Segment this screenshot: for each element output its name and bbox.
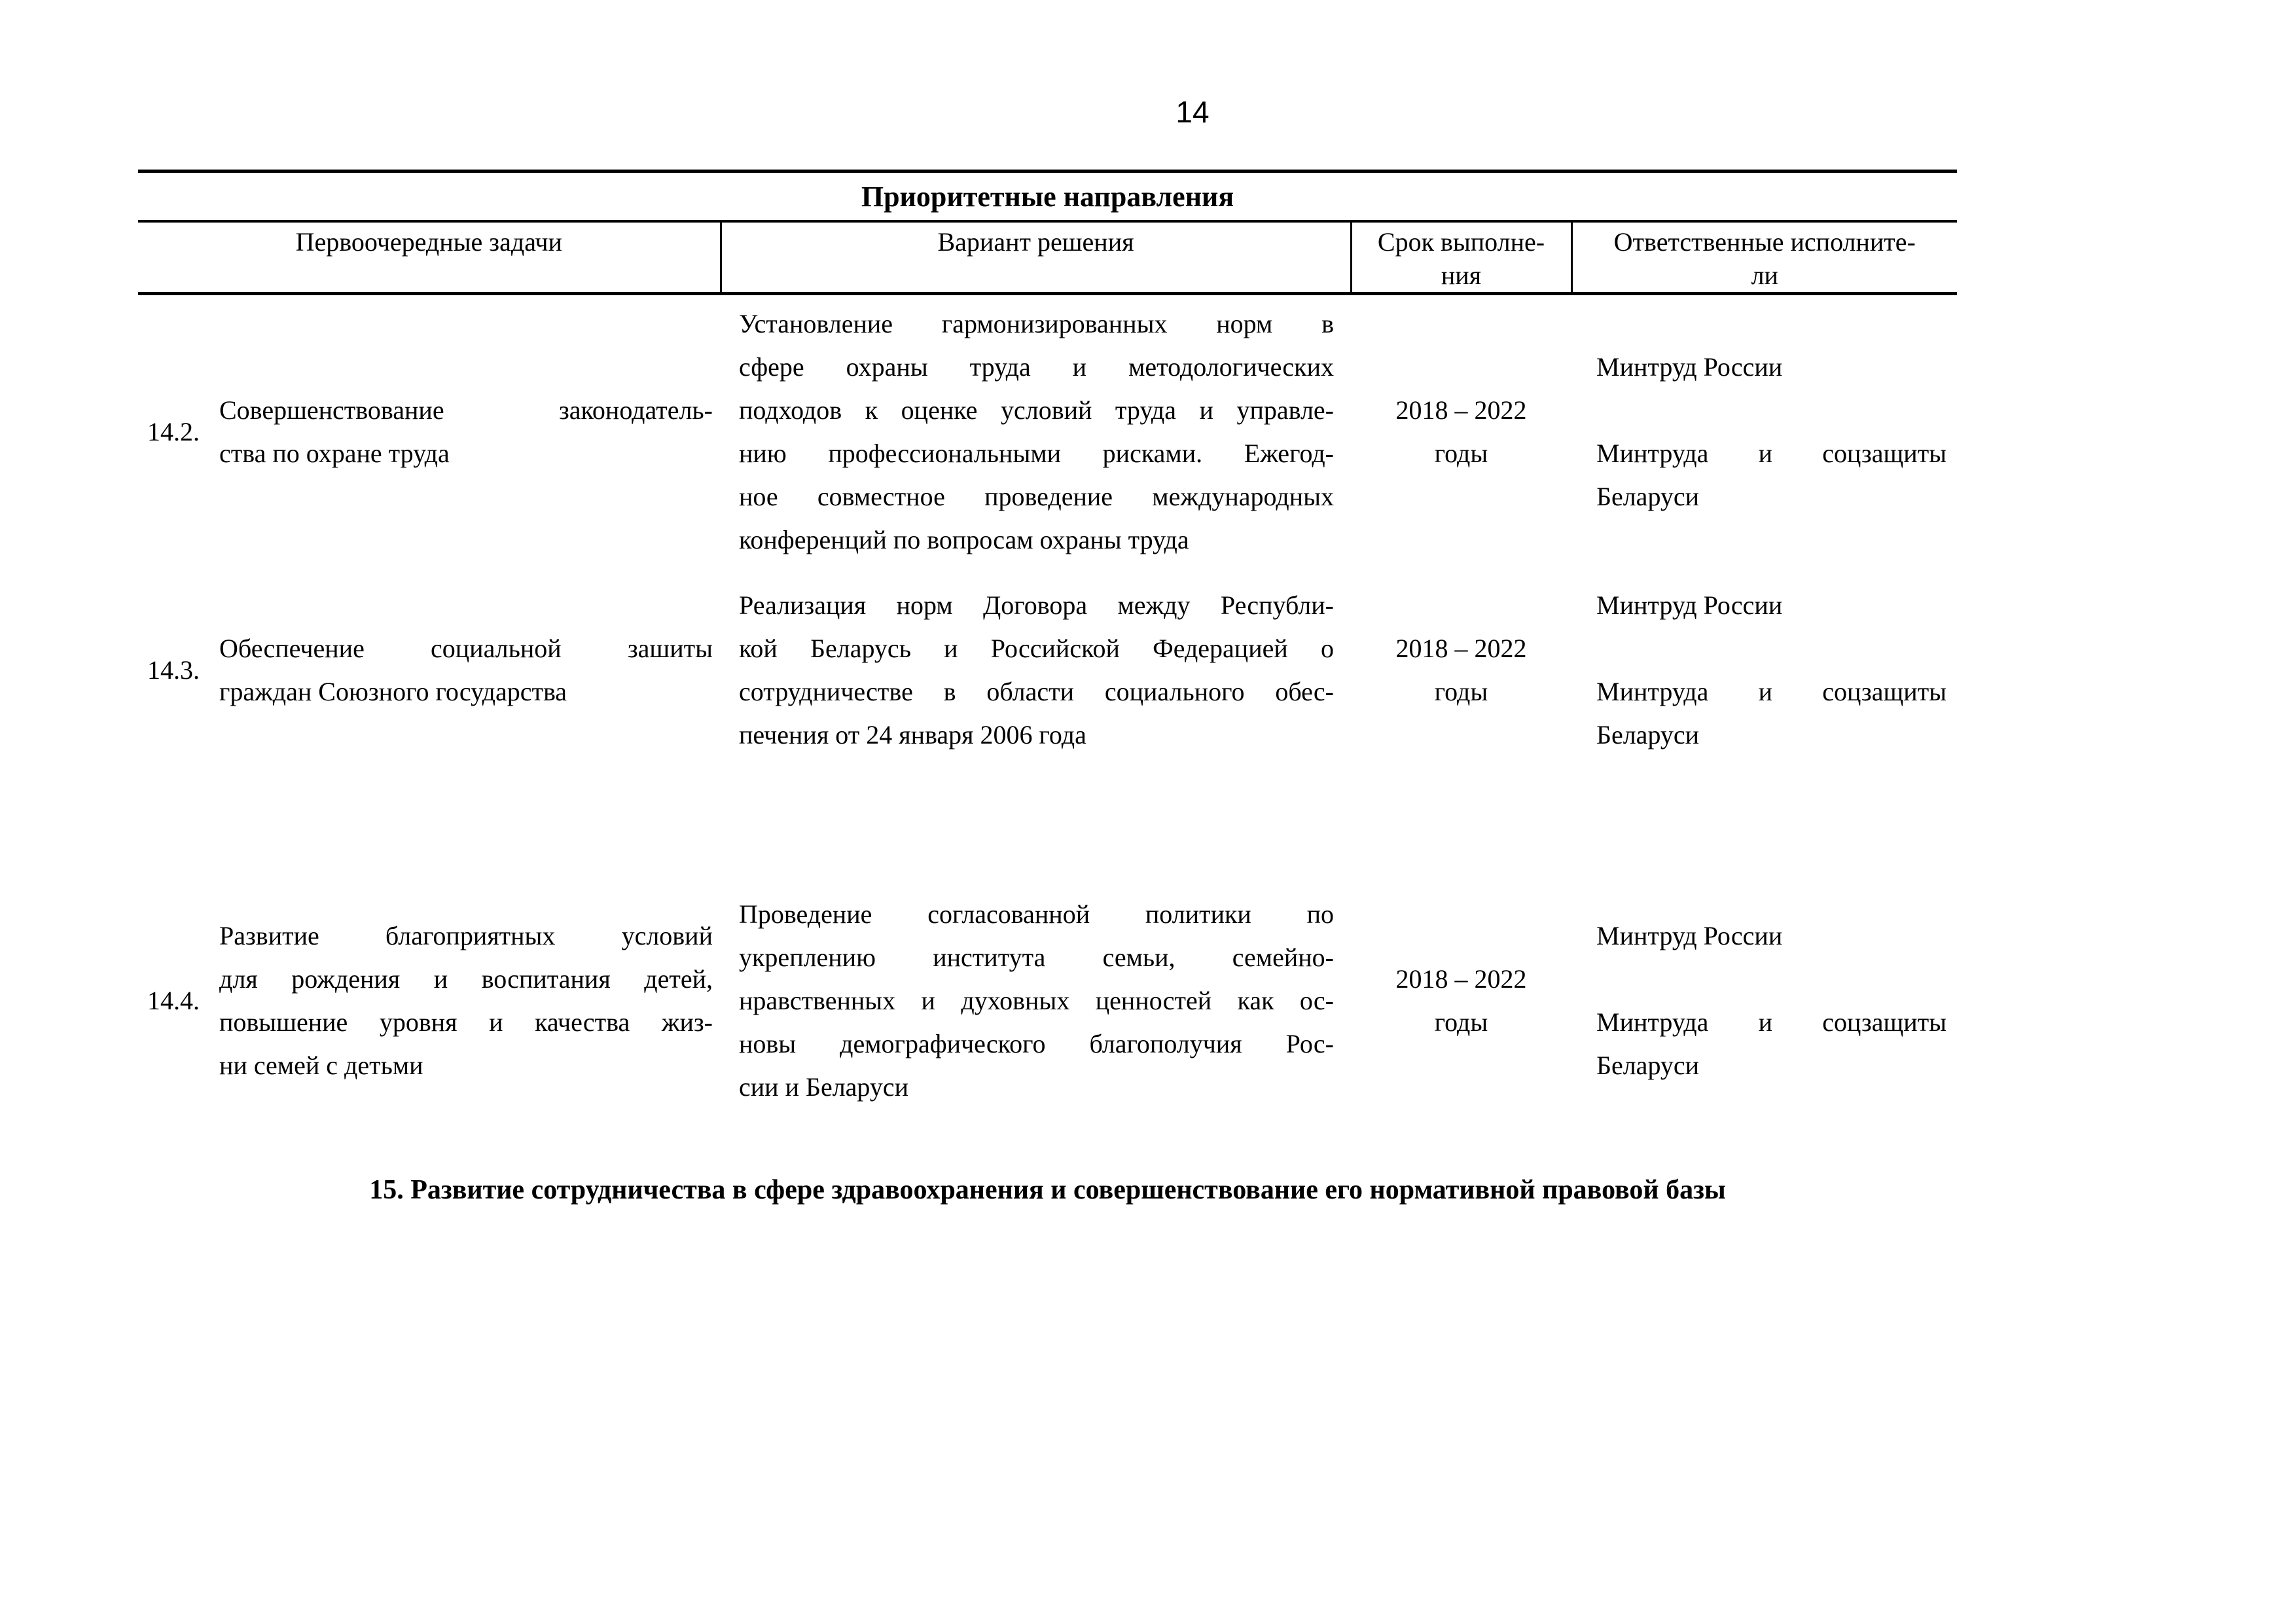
row-number: 14.4. (147, 985, 200, 1015)
row-number: 14.3. (147, 655, 200, 685)
task-text: Обеспечение социальной зашиты граждан Союзного государства (219, 633, 713, 706)
page-number: 14 (1175, 95, 1210, 129)
table-header-row (138, 221, 1957, 294)
task-text: Развитие благоприятных условий для рождения и воспитания детей, повышение уровня и качества жиз- ни семей с детьми (219, 920, 713, 1080)
solution-cell: Установление гармонизированных норм в сфере охраны труда и методологических подходов к оценке условий труда и управле- нию профессиональными рисками. Ежегод- ное совместное проведение международных конференций по вопросам охраны труда (739, 308, 1334, 554)
responsible-primary: Минтруд России (1596, 352, 1783, 382)
section-heading: 15. Развитие сотрудничества в сфере здравоохранения и совершенствование его нормативной правовой базы (369, 1175, 1726, 1205)
task-cell (138, 294, 721, 569)
solution-cell: Проведение согласованной политики по укреплению института семьи, семейно- нравственных и духовных ценностей как ос- новы демографического благополучия Рос- сии и Беларуси (739, 899, 1334, 1102)
responsible-secondary: Минтруда и соцзащиты Беларуси (1596, 676, 1947, 749)
solution-cell: Реализация норм Договора между Республи- кой Беларусь и Российской Федерацией о сотрудничестве в области социального обес- печения от 24 января 2006 года (739, 590, 1334, 749)
responsible-cell (1571, 569, 1957, 772)
deadline-cell: 2018 – 2022 годы (1395, 633, 1527, 706)
task-cell (138, 870, 721, 1132)
row-spacer (138, 772, 1957, 870)
table-row (138, 569, 1957, 772)
responsible-secondary: Минтруда и соцзащиты Беларуси (1596, 438, 1947, 511)
responsible-primary: Минтруд России (1596, 920, 1783, 950)
col-header-deadline: Срок выполне- ния (1351, 221, 1571, 294)
table-row (138, 870, 1957, 1132)
responsible-secondary: Минтруда и соцзащиты Беларуси (1596, 1007, 1947, 1080)
table-row (138, 294, 1957, 569)
col-header-responsible: Ответственные исполните- ли (1571, 221, 1957, 294)
priority-directions-table (138, 170, 1957, 1132)
task-cell (138, 569, 721, 772)
deadline-cell: 2018 – 2022 годы (1395, 395, 1527, 468)
responsible-cell (1571, 870, 1957, 1132)
row-number: 14.2. (147, 416, 200, 446)
deadline-cell: 2018 – 2022 годы (1395, 964, 1527, 1037)
task-text: Совершенствование законодатель- ства по охране труда (219, 395, 713, 468)
table-title: Приоритетные направления (138, 171, 1957, 222)
col-header-tasks: Первоочередные задачи (138, 221, 721, 294)
table-title-row (138, 171, 1957, 222)
responsible-cell (1571, 294, 1957, 569)
col-header-solution: Вариант решения (721, 221, 1351, 294)
responsible-primary: Минтруд России (1596, 590, 1783, 620)
